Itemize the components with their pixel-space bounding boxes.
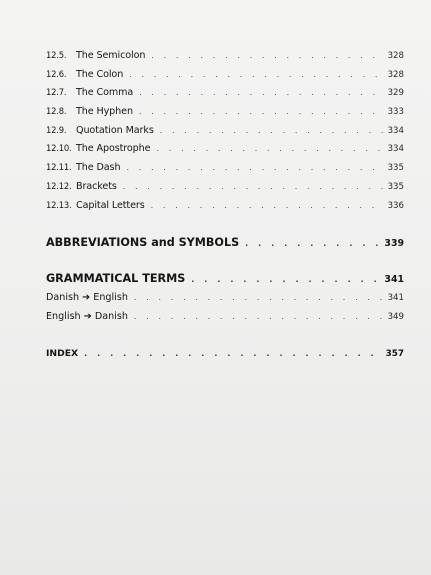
dot-leader: [129, 71, 383, 79]
page-number: 328: [387, 51, 404, 61]
section-number: 12.13.: [46, 199, 72, 210]
right-arrow-icon: ➔: [82, 292, 91, 304]
section-number: 12.10.: [46, 143, 72, 154]
spacer: [46, 218, 404, 236]
section-title: Capital Letters: [76, 199, 145, 211]
section-number: 12.8.: [46, 106, 67, 117]
toc-entry-english-danish: [46, 311, 404, 330]
page-number: 339: [384, 238, 404, 250]
table-of-contents: [46, 50, 404, 368]
toc-entry-semicolon: [46, 50, 404, 69]
dot-leader: [245, 240, 380, 248]
section-title: The Apostrophe: [76, 143, 151, 155]
toc-entry-index: [46, 348, 404, 368]
page-number: 341: [387, 293, 404, 304]
toc-entry-apostrophe: [46, 143, 404, 162]
section-number: 12.12.: [46, 180, 72, 191]
page-number: 335: [387, 163, 404, 174]
page-number: 349: [387, 312, 404, 323]
section-number: 12.11.: [46, 162, 72, 173]
language-to: Danish: [94, 311, 128, 323]
dot-leader: [139, 89, 383, 97]
dot-leader: [134, 294, 384, 302]
dot-leader: [151, 202, 384, 210]
section-title: The Comma: [76, 87, 134, 99]
section-number: 12.7.: [46, 87, 67, 98]
language-to: English: [93, 292, 128, 304]
toc-entry-danish-english: [46, 292, 404, 311]
page-number: 328: [387, 69, 404, 80]
section-title: The Hyphen: [76, 106, 133, 118]
dot-leader: [156, 145, 383, 153]
section-title: The Dash: [76, 162, 121, 174]
page-number: 335: [387, 181, 404, 192]
page-number: 329: [387, 88, 404, 99]
chapter-title: INDEX: [46, 348, 79, 360]
toc-entry-grammatical-terms: [46, 272, 404, 292]
language-from: Danish: [46, 292, 80, 304]
section-number: 12.5.: [46, 50, 67, 60]
toc-entry-quotation-marks: [46, 125, 404, 144]
section-number: 12.6.: [46, 68, 67, 79]
toc-entry-abbreviations: [46, 236, 404, 256]
page-number: 357: [385, 349, 404, 360]
dot-leader: [84, 350, 382, 358]
page-number: 336: [387, 200, 404, 211]
right-arrow-icon: ➔: [83, 311, 92, 323]
chapter-title: ABBREVIATIONS and SYMBOLS: [46, 236, 240, 250]
entry-title: [46, 311, 128, 322]
dot-leader: [151, 52, 383, 60]
toc-entry-hyphen: [46, 106, 404, 125]
dot-leader: [191, 276, 380, 284]
page-number: 333: [387, 107, 404, 118]
toc-entry-brackets: [46, 181, 404, 200]
section-number: 12.9.: [46, 124, 67, 135]
toc-entry-comma: [46, 87, 404, 106]
spacer: [46, 256, 404, 272]
section-title: The Colon: [76, 68, 124, 80]
dot-leader: [139, 108, 384, 116]
dot-leader: [160, 127, 384, 135]
spacer: [46, 330, 404, 348]
page-number: 334: [387, 125, 404, 136]
section-title: The Semicolon: [76, 50, 146, 61]
language-from: English: [46, 311, 81, 323]
section-title: Brackets: [76, 180, 117, 192]
page-number: 334: [387, 144, 404, 155]
chapter-title: GRAMMATICAL TERMS: [46, 272, 186, 286]
toc-entry-dash: [46, 162, 404, 181]
dot-leader: [134, 313, 384, 321]
toc-entry-capital-letters: [46, 200, 404, 219]
dot-leader: [126, 164, 383, 172]
entry-title: [46, 292, 128, 303]
dot-leader: [123, 183, 384, 191]
page-number: 341: [384, 274, 404, 286]
toc-entry-colon: [46, 69, 404, 88]
section-title: Quotation Marks: [76, 124, 154, 136]
